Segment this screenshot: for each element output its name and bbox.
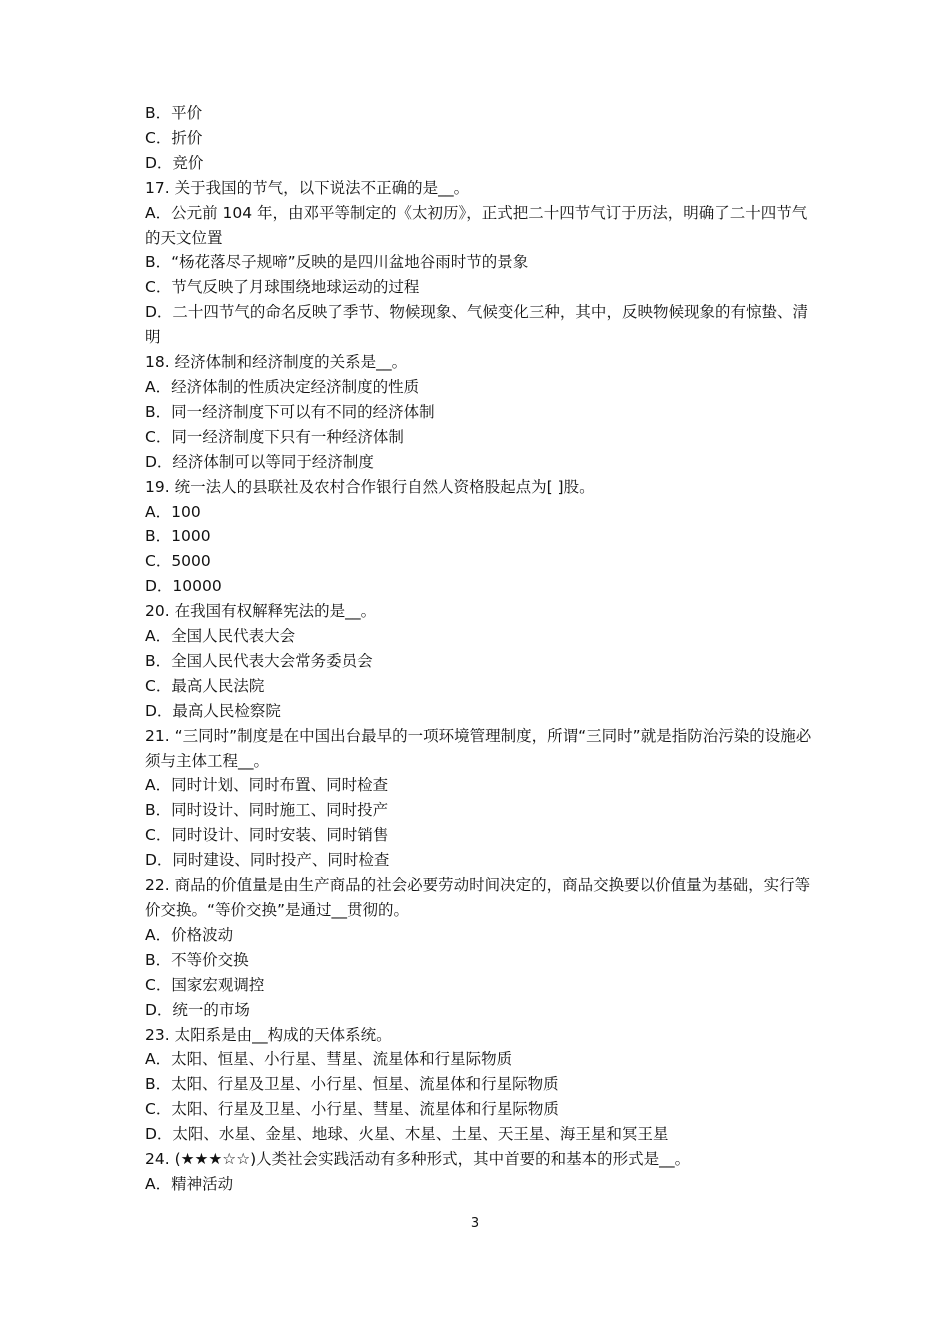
text-line: B．1000: [145, 527, 211, 546]
text-line: D．统一的市场: [145, 1000, 250, 1019]
text-line: C．节气反映了月球围绕地球运动的过程: [145, 278, 420, 297]
text-line: A．经济体制的性质决定经济制度的性质: [145, 377, 420, 396]
question-22: 22. 商品的价值量是由生产商品的社会必要劳动时间决定的，商品交换要以价值量为基础，实行等价交换。“等价交换”是通过__贯彻的。: [145, 876, 811, 919]
question-24: 24. (★★★☆☆)人类社会实践活动有多种形式，其中首要的和基本的形式是__。: [145, 1150, 691, 1169]
text-line: D．最高人民检察院: [145, 701, 281, 720]
text-line: D．同时建设、同时投产、同时检查: [145, 851, 390, 870]
text-line: B．全国人民代表大会常务委员会: [145, 651, 373, 670]
text-line: A．全国人民代表大会: [145, 627, 296, 646]
text-line: C．国家宏观调控: [145, 975, 265, 994]
text-line: C．折价: [145, 128, 203, 147]
text-line: D．经济体制可以等同于经济制度: [145, 452, 374, 471]
text-line: C．最高人民法院: [145, 676, 265, 695]
text-line: C．同一经济制度下只有一种经济体制: [145, 427, 404, 446]
text-line: B．“杨花落尽子规啼”反映的是四川盆地谷雨时节的景象: [145, 253, 529, 272]
text-line: B．同时设计、同时施工、同时投产: [145, 801, 389, 820]
question-20: 20. 在我国有权解释宪法的是__。: [145, 602, 377, 621]
page-number: 3: [470, 1216, 480, 1231]
document-body: [145, 101, 817, 1197]
text-line: A．同时计划、同时布置、同时检查: [145, 776, 389, 795]
text-line: B．不等价交换: [145, 950, 249, 969]
text-line: C．5000: [145, 552, 211, 571]
text-line: C．太阳、行星及卫星、小行星、彗星、流星体和行星际物质: [145, 1100, 559, 1119]
text-line: A．100: [145, 502, 201, 521]
question-17: 17. 关于我国的节气，以下说法不正确的是__。: [145, 178, 470, 197]
text-line: D．太阳、水星、金星、地球、火星、木星、土星、天王星、海王星和冥王星: [145, 1125, 669, 1144]
text-line: B．同一经济制度下可以有不同的经济体制: [145, 402, 435, 421]
text-line: A．公元前 104 年，由邓平等制定的《太初历》，正式把二十四节气订于历法，明确了二十四节气的天文位置: [145, 203, 808, 247]
text-line: D．竞价: [145, 153, 204, 172]
question-19: 19. 统一法人的县联社及农村合作银行自然人资格股起点为[ ]股。: [145, 477, 595, 496]
text-line: D．10000: [145, 577, 222, 596]
question-23: 23. 太阳系是由__构成的天体系统。: [145, 1025, 392, 1044]
text-line: A．太阳、恒星、小行星、彗星、流星体和行星际物质: [145, 1050, 513, 1069]
question-18: 18. 经济体制和经济制度的关系是__。: [145, 353, 408, 372]
text-line: A．精神活动: [145, 1174, 234, 1193]
text-line: C．同时设计、同时安装、同时销售: [145, 826, 389, 845]
text-line: B．太阳、行星及卫星、小行星、恒星、流星体和行星际物质: [145, 1075, 559, 1094]
text-line: B．平价: [145, 104, 203, 122]
text-line: D．二十四节气的命名反映了季节、物候现象、气候变化三种，其中，反映物候现象的有惊蛰、清明: [145, 303, 808, 347]
question-21: 21. “三同时”制度是在中国出台最早的一项环境管理制度，所谓“三同时”就是指防治污染的设施必须与主体工程__。: [145, 726, 812, 770]
text-line: A．价格波动: [145, 925, 234, 944]
